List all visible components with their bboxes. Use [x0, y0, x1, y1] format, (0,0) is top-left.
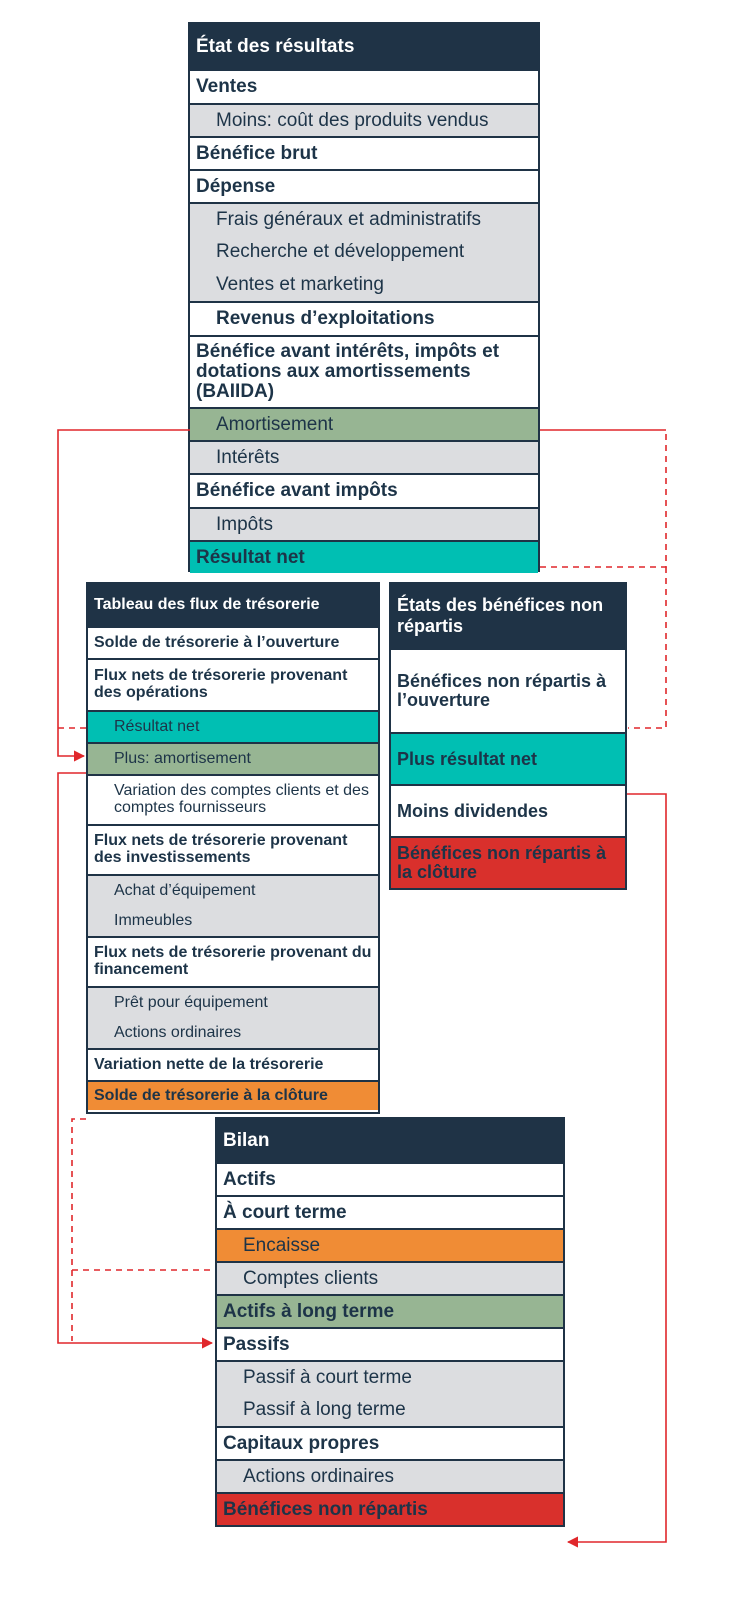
link-net-income-to-retained-earnings	[628, 567, 666, 728]
cf-row-financing: Flux nets de trésorerie provenant du financement	[88, 936, 378, 986]
link-net-income-dashed	[540, 430, 666, 567]
is-row-gross-profit: Bénéfice brut	[190, 136, 538, 169]
link-amortization-to-cashflow	[58, 430, 190, 756]
is-row-amortization: Amortisement	[190, 407, 538, 440]
cf-row-buildings: Immeubles	[88, 906, 378, 936]
is-row-ebt: Bénéfice avant impôts	[190, 473, 538, 507]
retained-earnings-title: États des bénéfices non répartis	[391, 584, 625, 648]
link-retained-earnings-to-balance-sheet	[568, 794, 666, 1542]
is-row-rnd: Recherche et développement	[190, 235, 538, 268]
cf-row-equipment-loan: Prêt pour équipement	[88, 986, 378, 1018]
is-row-expenses: Dépense	[190, 169, 538, 202]
bs-row-retained-earnings: Bénéfices non répartis	[217, 1492, 563, 1525]
cf-row-net-change: Variation nette de la trésorerie	[88, 1048, 378, 1080]
link-amortization-to-long-term-assets	[58, 773, 212, 1343]
is-row-net-income: Résultat net	[190, 540, 538, 573]
bs-row-long-term-liabilities: Passif à long terme	[217, 1393, 563, 1426]
bs-row-assets: Actifs	[217, 1162, 563, 1195]
cf-row-net-income: Résultat net	[88, 710, 378, 742]
re-row-closing: Bénéfices non répartis à la clôture	[391, 836, 625, 888]
is-row-general-admin: Frais généraux et administratifs	[190, 202, 538, 235]
bs-row-current: À court terme	[217, 1195, 563, 1228]
cf-row-common-shares: Actions ordinaires	[88, 1018, 378, 1048]
cf-row-plus-amortization: Plus: amortisement	[88, 742, 378, 774]
balance-sheet-title: Bilan	[217, 1119, 563, 1162]
bs-row-current-liabilities: Passif à court terme	[217, 1360, 563, 1393]
is-row-taxes: Impôts	[190, 507, 538, 540]
re-row-minus-dividends: Moins dividendes	[391, 784, 625, 836]
cf-row-equipment-purchase: Achat d’équipement	[88, 874, 378, 906]
is-row-interest: Intérêts	[190, 440, 538, 473]
cash-flow-title: Tableau des flux de trésorerie	[88, 584, 378, 626]
bs-row-equity: Capitaux propres	[217, 1426, 563, 1459]
is-row-sales-marketing: Ventes et marketing	[190, 268, 538, 301]
cf-row-operating: Flux nets de trésorerie provenant des opérations	[88, 658, 378, 710]
is-row-cogs: Moins: coût des produits vendus	[190, 103, 538, 136]
bs-row-common-shares: Actions ordinaires	[217, 1459, 563, 1492]
income-statement-title: État des résultats	[190, 24, 538, 69]
bs-row-receivables: Comptes clients	[217, 1261, 563, 1294]
re-row-opening: Bénéfices non répartis à l’ouverture	[391, 648, 625, 732]
is-row-operating-income: Revenus d’exploitations	[190, 301, 538, 335]
cf-row-closing-cash: Solde de trésorerie à la clôture	[88, 1080, 378, 1110]
cf-row-opening-cash: Solde de trésorerie à l’ouverture	[88, 626, 378, 658]
bs-row-long-term-assets: Actifs à long terme	[217, 1294, 563, 1327]
re-row-plus-net-income: Plus résultat net	[391, 732, 625, 784]
cf-row-investing: Flux nets de trésorerie provenant des investissements	[88, 824, 378, 874]
cf-row-working-capital: Variation des comptes clients et des comptes fournisseurs	[88, 774, 378, 824]
is-row-ebitda: Bénéfice avant intérêts, impôts et dotations aux amortissements (BAIIDA)	[190, 335, 538, 407]
link-closing-cash-to-encaisse	[72, 1119, 86, 1341]
bs-row-cash: Encaisse	[217, 1228, 563, 1261]
bs-row-liabilities: Passifs	[217, 1327, 563, 1360]
is-row-ventes: Ventes	[190, 69, 538, 103]
